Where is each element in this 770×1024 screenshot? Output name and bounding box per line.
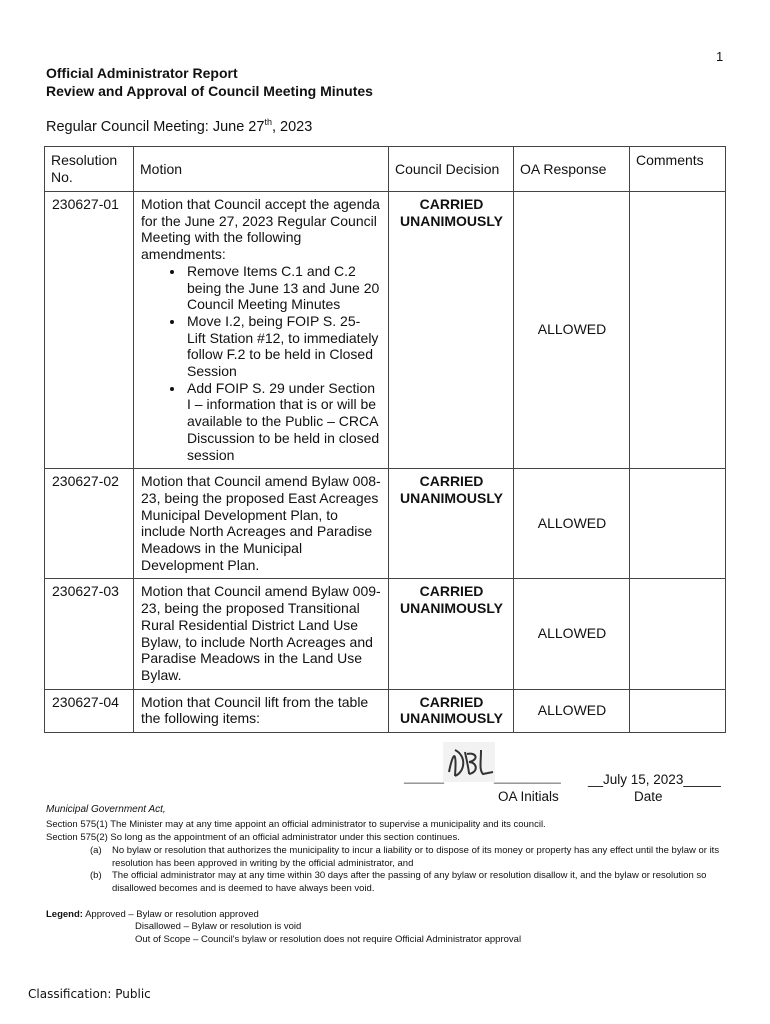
- clause-label: (b): [90, 870, 102, 881]
- resolution-number: 230627-03: [45, 579, 134, 689]
- comments-cell: [630, 192, 726, 469]
- legend-label: Legend:: [46, 909, 83, 920]
- meeting-prefix: Regular Council Meeting: June 27: [46, 118, 265, 135]
- resolutions-table: [44, 146, 726, 733]
- col-header-motion: Motion: [134, 147, 389, 192]
- col-header-decision: Council Decision: [389, 147, 514, 192]
- table-row: [45, 689, 726, 732]
- oa-response: ALLOWED: [514, 689, 630, 732]
- motion-text: Motion that Council accept the agenda for the June 27, 2023 Regular Council Meeting with the following amendments:: [141, 196, 380, 263]
- report-title: Official Administrator Report: [46, 65, 238, 81]
- initials-line: ______: [404, 770, 445, 784]
- legend-disallowed: Disallowed – Bylaw or resolution is void: [135, 921, 302, 932]
- motion-text: Motion that Council amend Bylaw 009-23, being the proposed Transitional Rural Residential District Land Use Bylaw, to include North Acreages and Paradise Meadows in the Land Use Bylaw.: [134, 579, 389, 689]
- meeting-heading: [46, 117, 312, 135]
- meeting-ordinal: th: [264, 117, 272, 127]
- resolution-number: 230627-02: [45, 469, 134, 579]
- col-header-resolution: Resolution No.: [45, 147, 134, 192]
- motion-text: Motion that Council lift from the table the following items:: [134, 689, 389, 732]
- motion-cell: [134, 192, 389, 469]
- comments-cell: [630, 689, 726, 732]
- motion-text: Motion that Council amend Bylaw 008-23, being the proposed East Acreages Municipal Development Plan, to include North Acreages and Paradise Meadows in the Municipal Development Plan.: [134, 469, 389, 579]
- council-decision: CARRIED UNANIMOUSLY: [389, 579, 514, 689]
- legend-approved: Approved – Bylaw or resolution approved: [85, 909, 259, 920]
- section-575-2: Section 575(2) So long as the appointment of an official administrator under this section continues.: [46, 832, 460, 843]
- oa-response: ALLOWED: [514, 469, 630, 579]
- act-title: Municipal Government Act,: [46, 804, 166, 815]
- resolution-number: 230627-01: [45, 192, 134, 469]
- comments-cell: [630, 579, 726, 689]
- signature-image: [443, 742, 495, 787]
- classification-label: Classification: Public: [28, 987, 151, 1001]
- section-575-2-a: [90, 844, 720, 870]
- meeting-year: , 2023: [271, 118, 313, 135]
- col-header-oa-response: OA Response: [514, 147, 630, 192]
- council-decision: CARRIED UNANIMOUSLY: [389, 192, 514, 469]
- list-item: • Move I.2, being FOIP S. 25- Lift Station #12, to immediately follow F.2 to be held in Closed Session: [185, 313, 382, 380]
- table-header-row: [45, 147, 726, 192]
- council-decision: CARRIED UNANIMOUSLY: [389, 469, 514, 579]
- report-subtitle: Review and Approval of Council Meeting Minutes: [46, 83, 373, 99]
- initials-line-right: __________: [494, 770, 561, 784]
- table-row: [45, 579, 726, 689]
- section-575-1: Section 575(1) The Minister may at any time appoint an official administrator to supervise a municipality and its council.: [46, 819, 546, 830]
- col-header-comments: Comments: [630, 147, 726, 192]
- oa-initials-label: OA Initials: [498, 789, 559, 804]
- council-decision: CARRIED UNANIMOUSLY: [389, 689, 514, 732]
- oa-response: ALLOWED: [514, 579, 630, 689]
- clause-text: The official administrator may at any time within 30 days after the passing of any bylaw or resolution disallow it, and the bylaw or resolution so disallowed becomes and is deemed to have always been void.: [112, 870, 707, 894]
- clause-label: (a): [90, 845, 102, 856]
- signoff-date: __July 15, 2023_____: [588, 772, 721, 787]
- oa-response: ALLOWED: [514, 192, 630, 469]
- table-row: [45, 469, 726, 579]
- list-item: • Remove Items C.1 and C.2 being the June 13 and June 20 Council Meeting Minutes: [185, 263, 382, 313]
- page-number: 1: [716, 49, 724, 64]
- amendment-list: [141, 263, 382, 463]
- table-row: [45, 192, 726, 469]
- section-575-2-b: [90, 869, 720, 895]
- resolution-number: 230627-04: [45, 689, 134, 732]
- list-item: • Add FOIP S. 29 under Section I – information that is or will be available to the Public – CRCA Discussion to be held in closed session: [185, 380, 382, 464]
- comments-cell: [630, 469, 726, 579]
- clause-text: No bylaw or resolution that authorizes the municipality to incur a liability or to dispose of its money or property has any effect until the bylaw or its resolution has been approved in writing by the official administrator, and: [112, 845, 720, 869]
- legend-out-of-scope: Out of Scope – Council's bylaw or resolution does not require Official Administrator approval: [135, 934, 522, 945]
- date-label: Date: [634, 789, 663, 804]
